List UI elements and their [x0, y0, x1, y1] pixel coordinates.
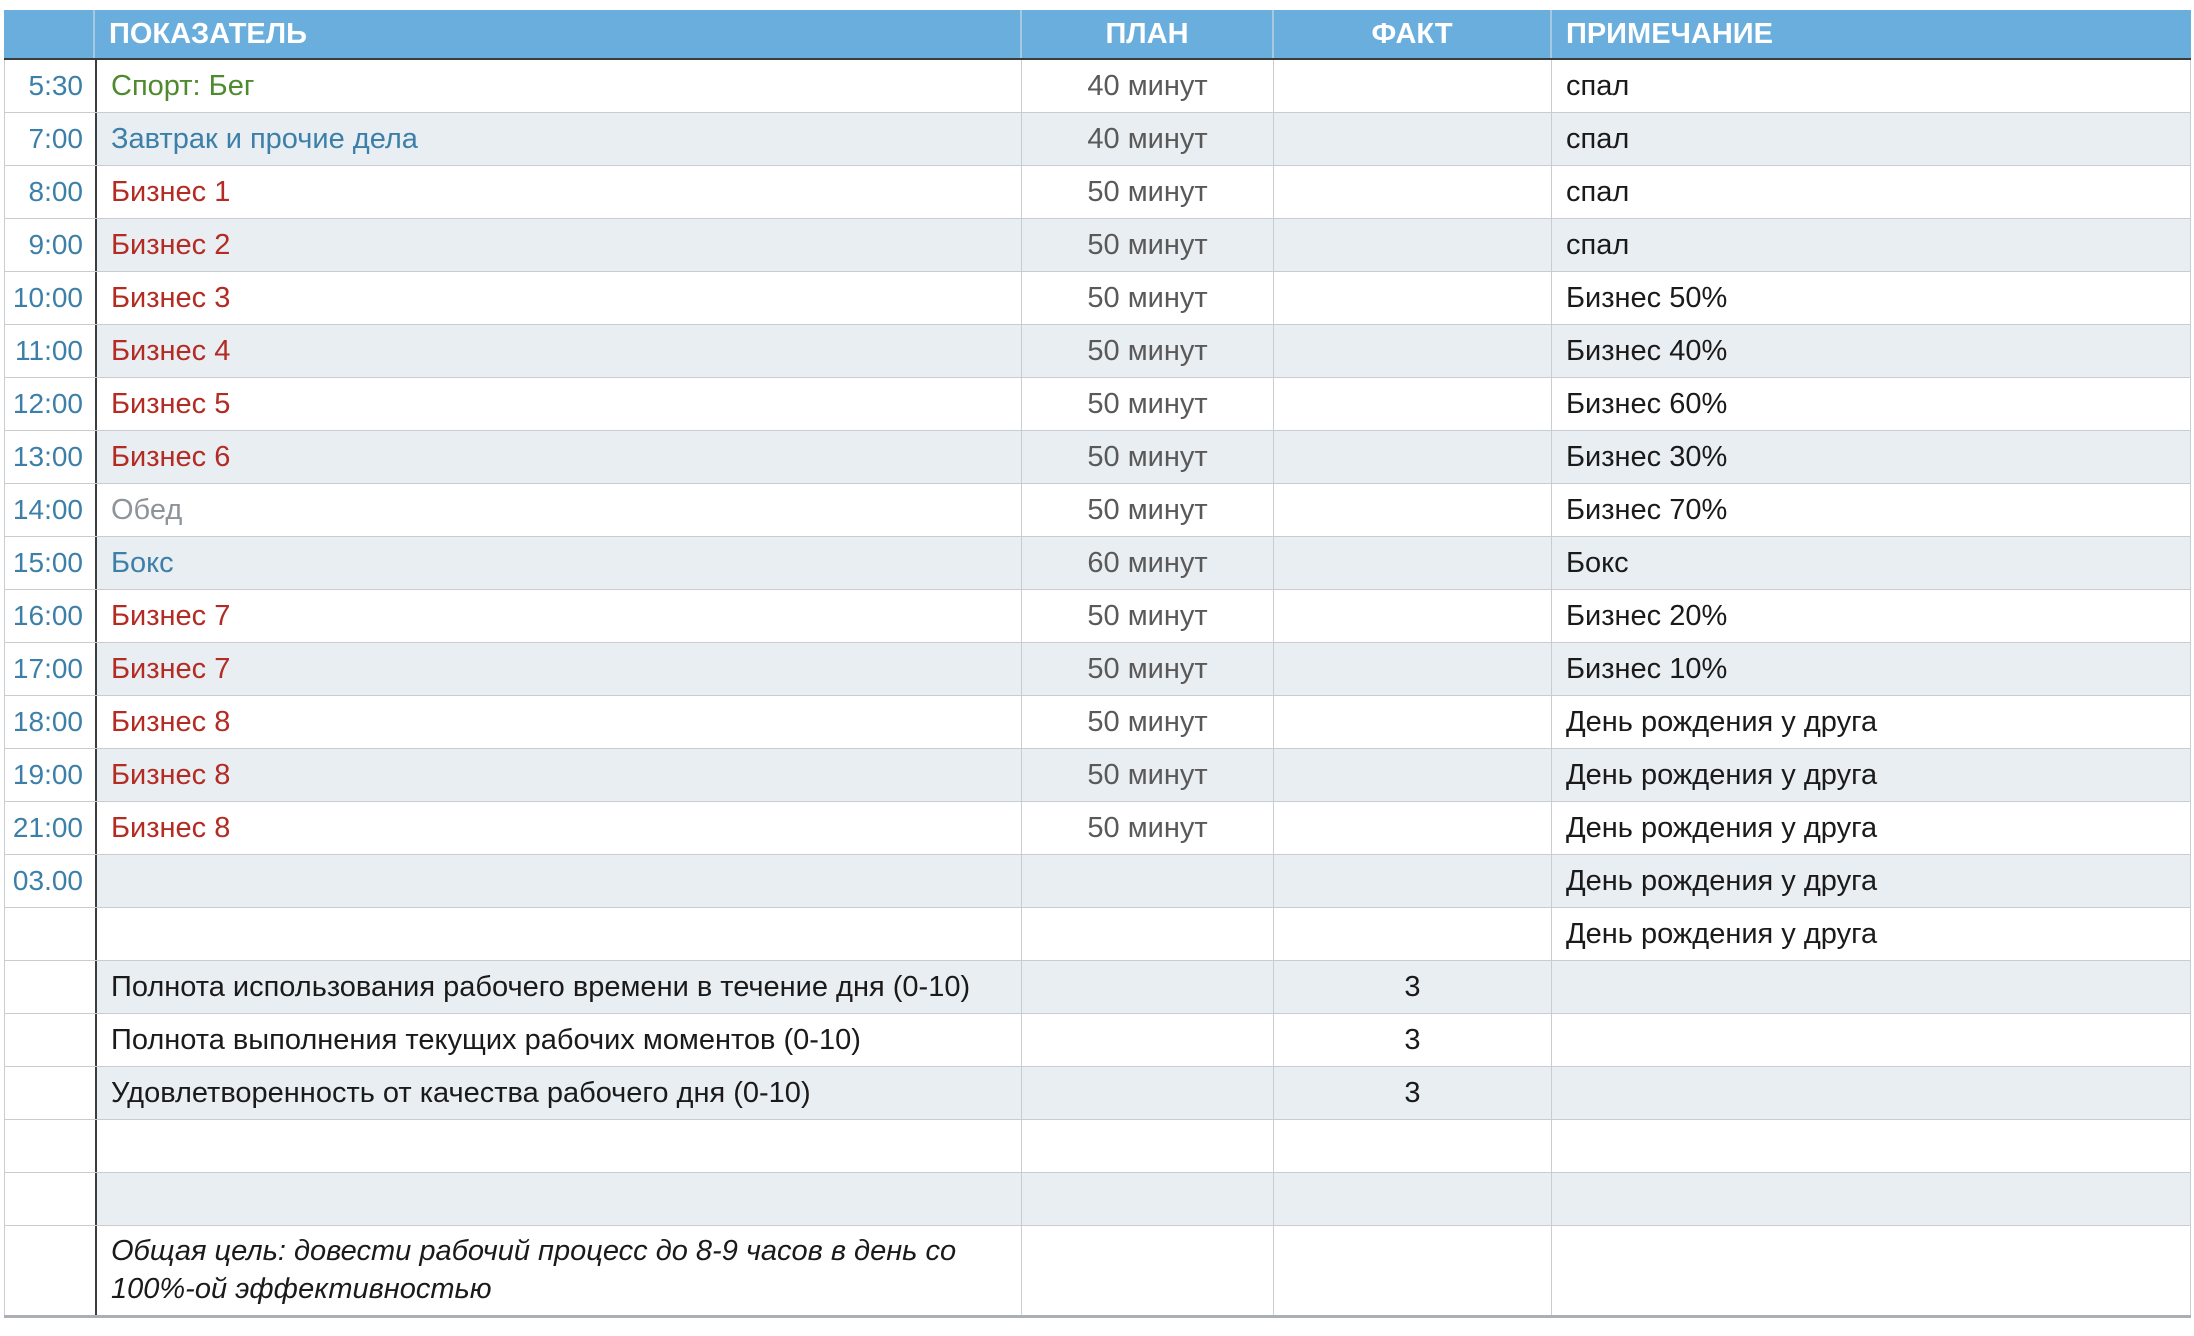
plan-cell-text: 60 минут — [1087, 546, 1208, 579]
note-cell[interactable] — [1552, 643, 2191, 695]
indicator-cell-text: Бизнес 2 — [111, 228, 231, 261]
indicator-cell[interactable] — [95, 1120, 1022, 1172]
indicator-cell-text: Завтрак и прочие дела — [111, 122, 418, 155]
indicator-cell[interactable] — [95, 1014, 1022, 1066]
time-cell[interactable] — [4, 272, 95, 324]
header-cell-indicator[interactable]: ПОКАЗАТЕЛЬ — [95, 10, 1022, 58]
note-cell[interactable] — [1552, 60, 2191, 112]
fact-cell[interactable] — [1274, 1067, 1552, 1119]
fact-cell[interactable] — [1274, 431, 1552, 483]
note-cell[interactable] — [1552, 855, 2191, 907]
indicator-cell[interactable] — [95, 272, 1022, 324]
note-cell-text: Бизнес 30% — [1566, 440, 1728, 473]
plan-cell-text: 50 минут — [1087, 175, 1208, 208]
plan-cell[interactable] — [1022, 272, 1274, 324]
indicator-cell[interactable] — [95, 113, 1022, 165]
fact-cell-text: 3 — [1404, 1023, 1421, 1056]
note-cell-text: Бизнес 60% — [1566, 387, 1728, 420]
indicator-cell[interactable] — [95, 537, 1022, 589]
indicator-cell[interactable] — [95, 1226, 1022, 1315]
indicator-cell-text: Бизнес 3 — [111, 281, 231, 314]
note-cell-text: День рождения у друга — [1566, 758, 1878, 791]
time-cell-text: 12:00 — [12, 388, 83, 419]
time-cell-text: 16:00 — [12, 600, 83, 631]
fact-cell[interactable] — [1274, 60, 1552, 112]
plan-cell[interactable] — [1022, 484, 1274, 536]
time-cell-text: 8:00 — [28, 176, 83, 207]
note-cell-text: День рождения у друга — [1566, 864, 1878, 897]
fact-cell-text: 3 — [1404, 970, 1421, 1003]
time-cell[interactable] — [4, 590, 95, 642]
indicator-cell[interactable] — [95, 484, 1022, 536]
time-cell[interactable] — [4, 537, 95, 589]
indicator-cell[interactable] — [95, 60, 1022, 112]
table-header-row — [4, 10, 2191, 60]
table-body — [4, 60, 2191, 1318]
table-row — [4, 961, 2191, 1014]
plan-cell-text: 50 минут — [1087, 281, 1208, 314]
time-cell-text: 19:00 — [12, 759, 83, 790]
fact-cell-text: 3 — [1404, 1076, 1421, 1109]
time-cell[interactable] — [4, 961, 95, 1013]
time-cell[interactable] — [4, 1067, 95, 1119]
indicator-cell-text: Бизнес 8 — [111, 758, 231, 791]
table-row — [4, 272, 2191, 325]
plan-cell[interactable] — [1022, 431, 1274, 483]
fact-cell[interactable] — [1274, 749, 1552, 801]
fact-cell[interactable] — [1274, 696, 1552, 748]
indicator-cell[interactable] — [95, 1173, 1022, 1225]
indicator-cell[interactable] — [95, 643, 1022, 695]
plan-cell[interactable] — [1022, 1226, 1274, 1315]
note-cell[interactable] — [1552, 590, 2191, 642]
note-cell-text: Бизнес 40% — [1566, 334, 1728, 367]
table-row — [4, 1014, 2191, 1067]
fact-cell[interactable] — [1274, 113, 1552, 165]
plan-cell[interactable] — [1022, 325, 1274, 377]
indicator-cell[interactable] — [95, 961, 1022, 1013]
indicator-cell-text: Полнота выполнения текущих рабочих моментов (0-10) — [111, 1023, 861, 1056]
time-cell[interactable] — [4, 60, 95, 112]
fact-cell[interactable] — [1274, 908, 1552, 960]
fact-cell[interactable] — [1274, 855, 1552, 907]
fact-cell[interactable] — [1274, 643, 1552, 695]
header-cell-time[interactable] — [4, 10, 95, 58]
fact-cell[interactable] — [1274, 802, 1552, 854]
plan-cell-text: 50 минут — [1087, 493, 1208, 526]
indicator-cell-text: Бизнес 5 — [111, 387, 231, 420]
indicator-cell-text: Бизнес 8 — [111, 705, 231, 738]
time-cell[interactable] — [4, 1014, 95, 1066]
table-row — [4, 325, 2191, 378]
fact-cell[interactable] — [1274, 272, 1552, 324]
table-row — [4, 643, 2191, 696]
header-cell-plan[interactable]: ПЛАН — [1022, 10, 1274, 58]
indicator-cell-text: Бизнес 4 — [111, 334, 231, 367]
note-cell-text: День рождения у друга — [1566, 705, 1878, 738]
indicator-cell[interactable] — [95, 166, 1022, 218]
indicator-cell-text: Спорт: Бег — [111, 69, 255, 102]
table-row — [4, 219, 2191, 272]
table-row — [4, 537, 2191, 590]
table-row — [4, 484, 2191, 537]
table-row — [4, 166, 2191, 219]
plan-cell-text: 50 минут — [1087, 440, 1208, 473]
header-cell-fact[interactable]: ФАКТ — [1274, 10, 1552, 58]
note-cell-text: Бокс — [1566, 546, 1629, 579]
indicator-cell-text: Полнота использования рабочего времени в течение дня (0-10) — [111, 970, 971, 1003]
indicator-cell[interactable] — [95, 325, 1022, 377]
plan-cell[interactable] — [1022, 1014, 1274, 1066]
indicator-cell[interactable] — [95, 378, 1022, 430]
table-row — [4, 696, 2191, 749]
time-cell[interactable] — [4, 1120, 95, 1172]
time-cell[interactable] — [4, 113, 95, 165]
plan-cell-text: 50 минут — [1087, 334, 1208, 367]
note-cell-text: День рождения у друга — [1566, 917, 1878, 950]
note-cell-text: спал — [1566, 69, 1630, 102]
time-cell-text: 03.00 — [12, 865, 83, 896]
time-cell[interactable] — [4, 696, 95, 748]
note-cell[interactable] — [1552, 802, 2191, 854]
time-cell[interactable] — [4, 166, 95, 218]
plan-cell[interactable] — [1022, 802, 1274, 854]
note-cell-text: Бизнес 20% — [1566, 599, 1728, 632]
note-cell[interactable] — [1552, 272, 2191, 324]
fact-cell[interactable] — [1274, 1226, 1552, 1315]
plan-cell[interactable] — [1022, 60, 1274, 112]
table-row — [4, 60, 2191, 113]
fact-cell[interactable] — [1274, 378, 1552, 430]
note-cell-text: спал — [1566, 228, 1630, 261]
note-cell[interactable] — [1552, 378, 2191, 430]
time-cell-text: 9:00 — [28, 229, 83, 260]
note-cell[interactable] — [1552, 1120, 2191, 1172]
indicator-cell-text: Бизнес 6 — [111, 440, 231, 473]
note-cell[interactable] — [1552, 1173, 2191, 1225]
plan-cell[interactable] — [1022, 749, 1274, 801]
plan-cell-text: 50 минут — [1087, 758, 1208, 791]
indicator-cell[interactable] — [95, 590, 1022, 642]
table-row — [4, 802, 2191, 855]
note-cell[interactable] — [1552, 696, 2191, 748]
note-cell[interactable] — [1552, 1067, 2191, 1119]
time-cell[interactable] — [4, 802, 95, 854]
fact-cell[interactable] — [1274, 219, 1552, 271]
time-cell-text: 18:00 — [12, 706, 83, 737]
indicator-cell[interactable] — [95, 749, 1022, 801]
indicator-cell-text: Бокс — [111, 546, 174, 579]
plan-cell-text: 50 минут — [1087, 705, 1208, 738]
time-cell-text: 11:00 — [15, 335, 83, 366]
plan-cell[interactable] — [1022, 1173, 1274, 1225]
indicator-cell[interactable] — [95, 696, 1022, 748]
note-cell-text: Бизнес 50% — [1566, 281, 1728, 314]
table-row — [4, 1120, 2191, 1173]
plan-cell-text: 50 минут — [1087, 811, 1208, 844]
note-cell[interactable] — [1552, 484, 2191, 536]
plan-cell-text: 50 минут — [1087, 228, 1208, 261]
time-cell[interactable] — [4, 1173, 95, 1225]
time-cell-text: 21:00 — [12, 812, 83, 843]
table-row — [4, 378, 2191, 431]
indicator-cell-text: Бизнес 1 — [111, 175, 231, 208]
time-cell[interactable] — [4, 431, 95, 483]
fact-cell[interactable] — [1274, 484, 1552, 536]
plan-cell[interactable] — [1022, 219, 1274, 271]
time-cell-text: 15:00 — [12, 547, 83, 578]
indicator-cell-text: Бизнес 7 — [111, 599, 231, 632]
fact-cell[interactable] — [1274, 961, 1552, 1013]
note-cell[interactable] — [1552, 166, 2191, 218]
time-cell[interactable] — [4, 1226, 95, 1315]
indicator-cell-text: Бизнес 7 — [111, 652, 231, 685]
goal-row — [4, 1226, 2191, 1318]
note-cell-text: Бизнес 70% — [1566, 493, 1728, 526]
note-cell[interactable] — [1552, 219, 2191, 271]
indicator-cell[interactable] — [95, 431, 1022, 483]
plan-cell[interactable] — [1022, 696, 1274, 748]
note-cell[interactable] — [1552, 1226, 2191, 1315]
note-cell[interactable] — [1552, 325, 2191, 377]
fact-cell[interactable] — [1274, 537, 1552, 589]
plan-cell[interactable] — [1022, 166, 1274, 218]
note-cell[interactable] — [1552, 961, 2191, 1013]
note-cell-text: спал — [1566, 122, 1630, 155]
indicator-cell-text: Бизнес 8 — [111, 811, 231, 844]
table-row — [4, 855, 2191, 908]
note-cell[interactable] — [1552, 908, 2191, 960]
table-row — [4, 113, 2191, 166]
plan-cell[interactable] — [1022, 961, 1274, 1013]
indicator-cell[interactable] — [95, 855, 1022, 907]
fact-cell[interactable] — [1274, 590, 1552, 642]
plan-cell[interactable] — [1022, 855, 1274, 907]
time-cell[interactable] — [4, 855, 95, 907]
time-cell[interactable] — [4, 908, 95, 960]
fact-cell[interactable] — [1274, 1120, 1552, 1172]
indicator-cell[interactable] — [95, 908, 1022, 960]
table-row — [4, 1067, 2191, 1120]
time-cell[interactable] — [4, 378, 95, 430]
fact-cell[interactable] — [1274, 1014, 1552, 1066]
indicator-cell-text: Обед — [111, 493, 183, 526]
time-cell-text: 10:00 — [12, 282, 83, 313]
table-row — [4, 431, 2191, 484]
fact-cell[interactable] — [1274, 1173, 1552, 1225]
plan-cell[interactable] — [1022, 537, 1274, 589]
table-row — [4, 1173, 2191, 1226]
time-cell-text: 7:00 — [28, 123, 83, 154]
plan-cell[interactable] — [1022, 113, 1274, 165]
plan-cell[interactable] — [1022, 1120, 1274, 1172]
table-row — [4, 908, 2191, 961]
note-cell[interactable] — [1552, 113, 2191, 165]
indicator-cell[interactable] — [95, 802, 1022, 854]
header-cell-note[interactable]: ПРИМЕЧАНИЕ — [1552, 10, 2191, 58]
note-cell[interactable] — [1552, 1014, 2191, 1066]
note-cell[interactable] — [1552, 431, 2191, 483]
plan-cell-text: 40 минут — [1087, 122, 1208, 155]
fact-cell[interactable] — [1274, 325, 1552, 377]
time-cell[interactable] — [4, 219, 95, 271]
fact-cell[interactable] — [1274, 166, 1552, 218]
plan-cell-text: 50 минут — [1087, 387, 1208, 420]
time-cell-text: 17:00 — [12, 653, 83, 684]
plan-cell-text: 40 минут — [1087, 69, 1208, 102]
plan-cell[interactable] — [1022, 1067, 1274, 1119]
plan-cell[interactable] — [1022, 590, 1274, 642]
indicator-cell[interactable] — [95, 1067, 1022, 1119]
table-row — [4, 749, 2191, 802]
time-cell[interactable] — [4, 749, 95, 801]
note-cell[interactable] — [1552, 537, 2191, 589]
daily-schedule-table — [4, 10, 2191, 1318]
time-cell[interactable] — [4, 325, 95, 377]
table-row — [4, 590, 2191, 643]
plan-cell[interactable] — [1022, 908, 1274, 960]
note-cell[interactable] — [1552, 749, 2191, 801]
indicator-cell-text: Общая цель: довести рабочий процесс до 8-9 часов в день со 100%-ой эффективностью — [111, 1234, 957, 1305]
note-cell-text: Бизнес 10% — [1566, 652, 1728, 685]
time-cell-text: 13:00 — [12, 441, 83, 472]
note-cell-text: День рождения у друга — [1566, 811, 1878, 844]
note-cell-text: спал — [1566, 175, 1630, 208]
time-cell[interactable] — [4, 643, 95, 695]
plan-cell[interactable] — [1022, 643, 1274, 695]
time-cell-text: 14:00 — [12, 494, 83, 525]
plan-cell[interactable] — [1022, 378, 1274, 430]
time-cell[interactable] — [4, 484, 95, 536]
indicator-cell[interactable] — [95, 219, 1022, 271]
indicator-cell-text: Удовлетворенность от качества рабочего дня (0-10) — [111, 1076, 811, 1109]
plan-cell-text: 50 минут — [1087, 599, 1208, 632]
time-cell-text: 5:30 — [28, 70, 83, 101]
plan-cell-text: 50 минут — [1087, 652, 1208, 685]
